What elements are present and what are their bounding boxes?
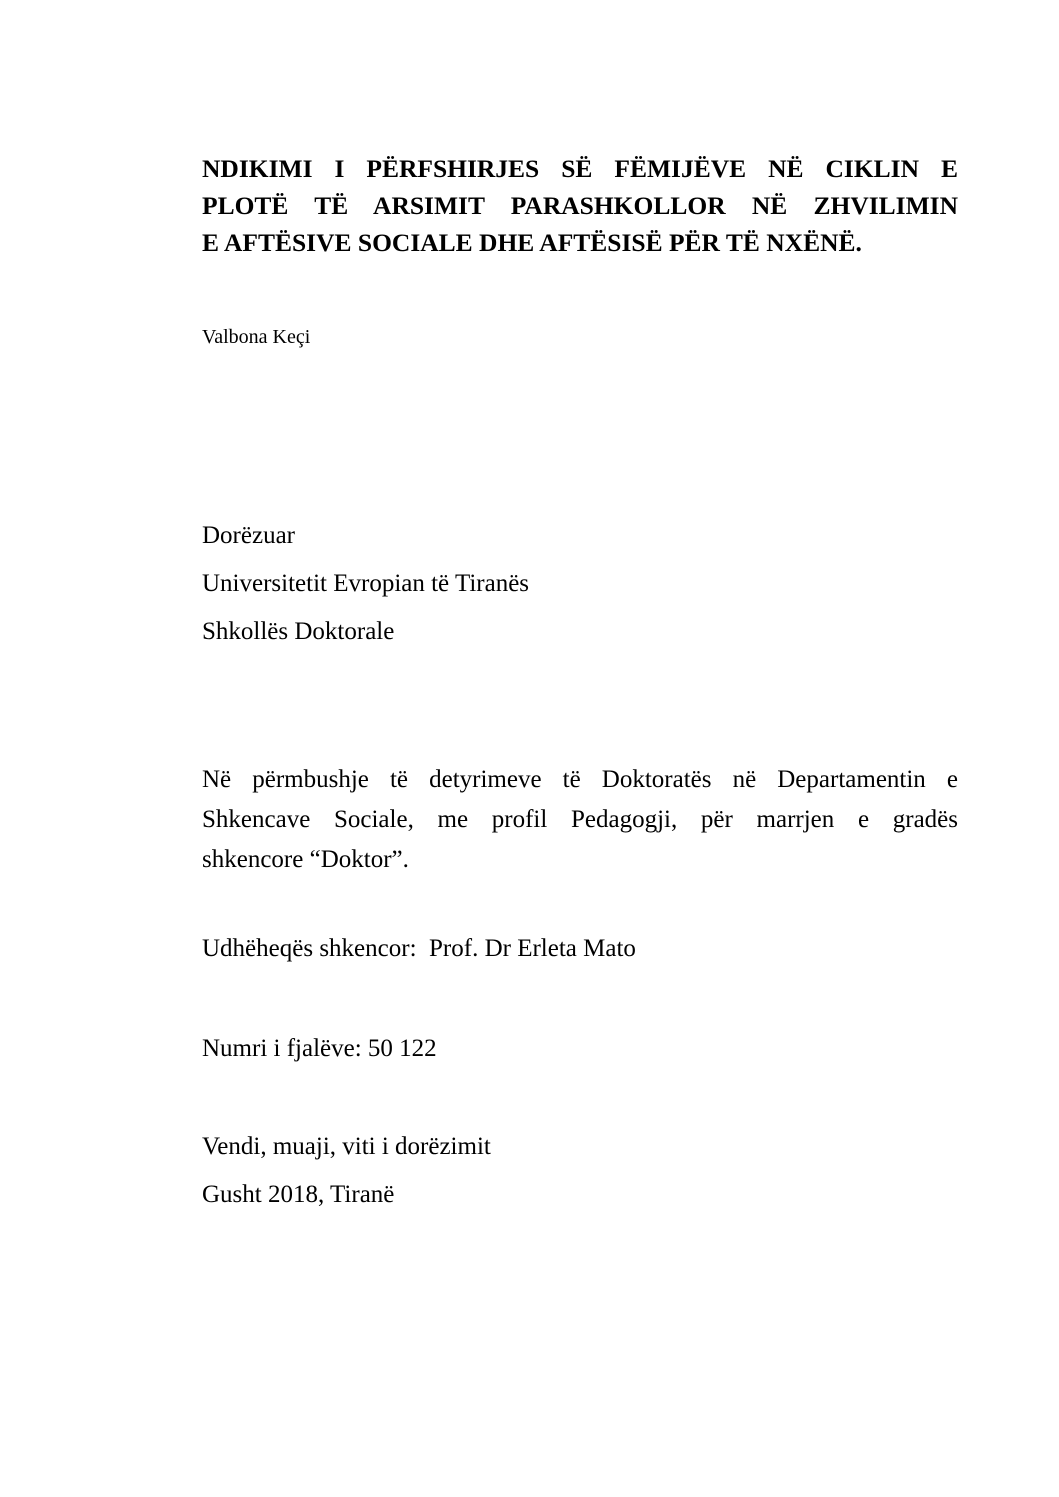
word-count-line: [202, 1025, 437, 1073]
thesis-title-line-1: NDIKIMI I PËRFSHIRJES SË FËMIJËVE NË CIKLIN E: [202, 154, 958, 183]
author-name: Valbona Keçi: [202, 326, 311, 348]
thesis-title: [202, 150, 958, 261]
thesis-title-line-3: E AFTËSIVE SOCIALE DHE AFTËSISË PËR TË NXËNË.: [202, 228, 862, 257]
fulfillment-line-3: shkencore “Doktor”.: [202, 846, 409, 873]
university-name: Universitetit Evropian të Tiranës: [202, 570, 530, 597]
place-date-label: Vendi, muaji, viti i dorëzimit: [202, 1133, 491, 1160]
place-date-value: Gusht 2018, Tiranë: [202, 1181, 395, 1208]
thesis-title-line-2: PLOTË TË ARSIMIT PARASHKOLLOR NË ZHVILIMIN: [202, 191, 958, 220]
supervisor-line: [202, 925, 636, 973]
school-name: Shkollës Doktorale: [202, 618, 395, 645]
place-date-block: [202, 1123, 491, 1219]
supervisor-text: Udhëheqës shkencor: Prof. Dr Erleta Mato: [202, 935, 636, 962]
word-count-text: Numri i fjalëve: 50 122: [202, 1035, 437, 1062]
fulfillment-line-2: Shkencave Sociale, me profil Pedagogji, për marrjen e gradës: [202, 806, 958, 833]
submission-block: [202, 512, 529, 656]
fulfillment-paragraph: [202, 760, 958, 880]
fulfillment-line-1: Në përmbushje të detyrimeve të Doktoratës në Departamentin e: [202, 766, 958, 793]
submitted-label: Dorëzuar: [202, 522, 295, 549]
